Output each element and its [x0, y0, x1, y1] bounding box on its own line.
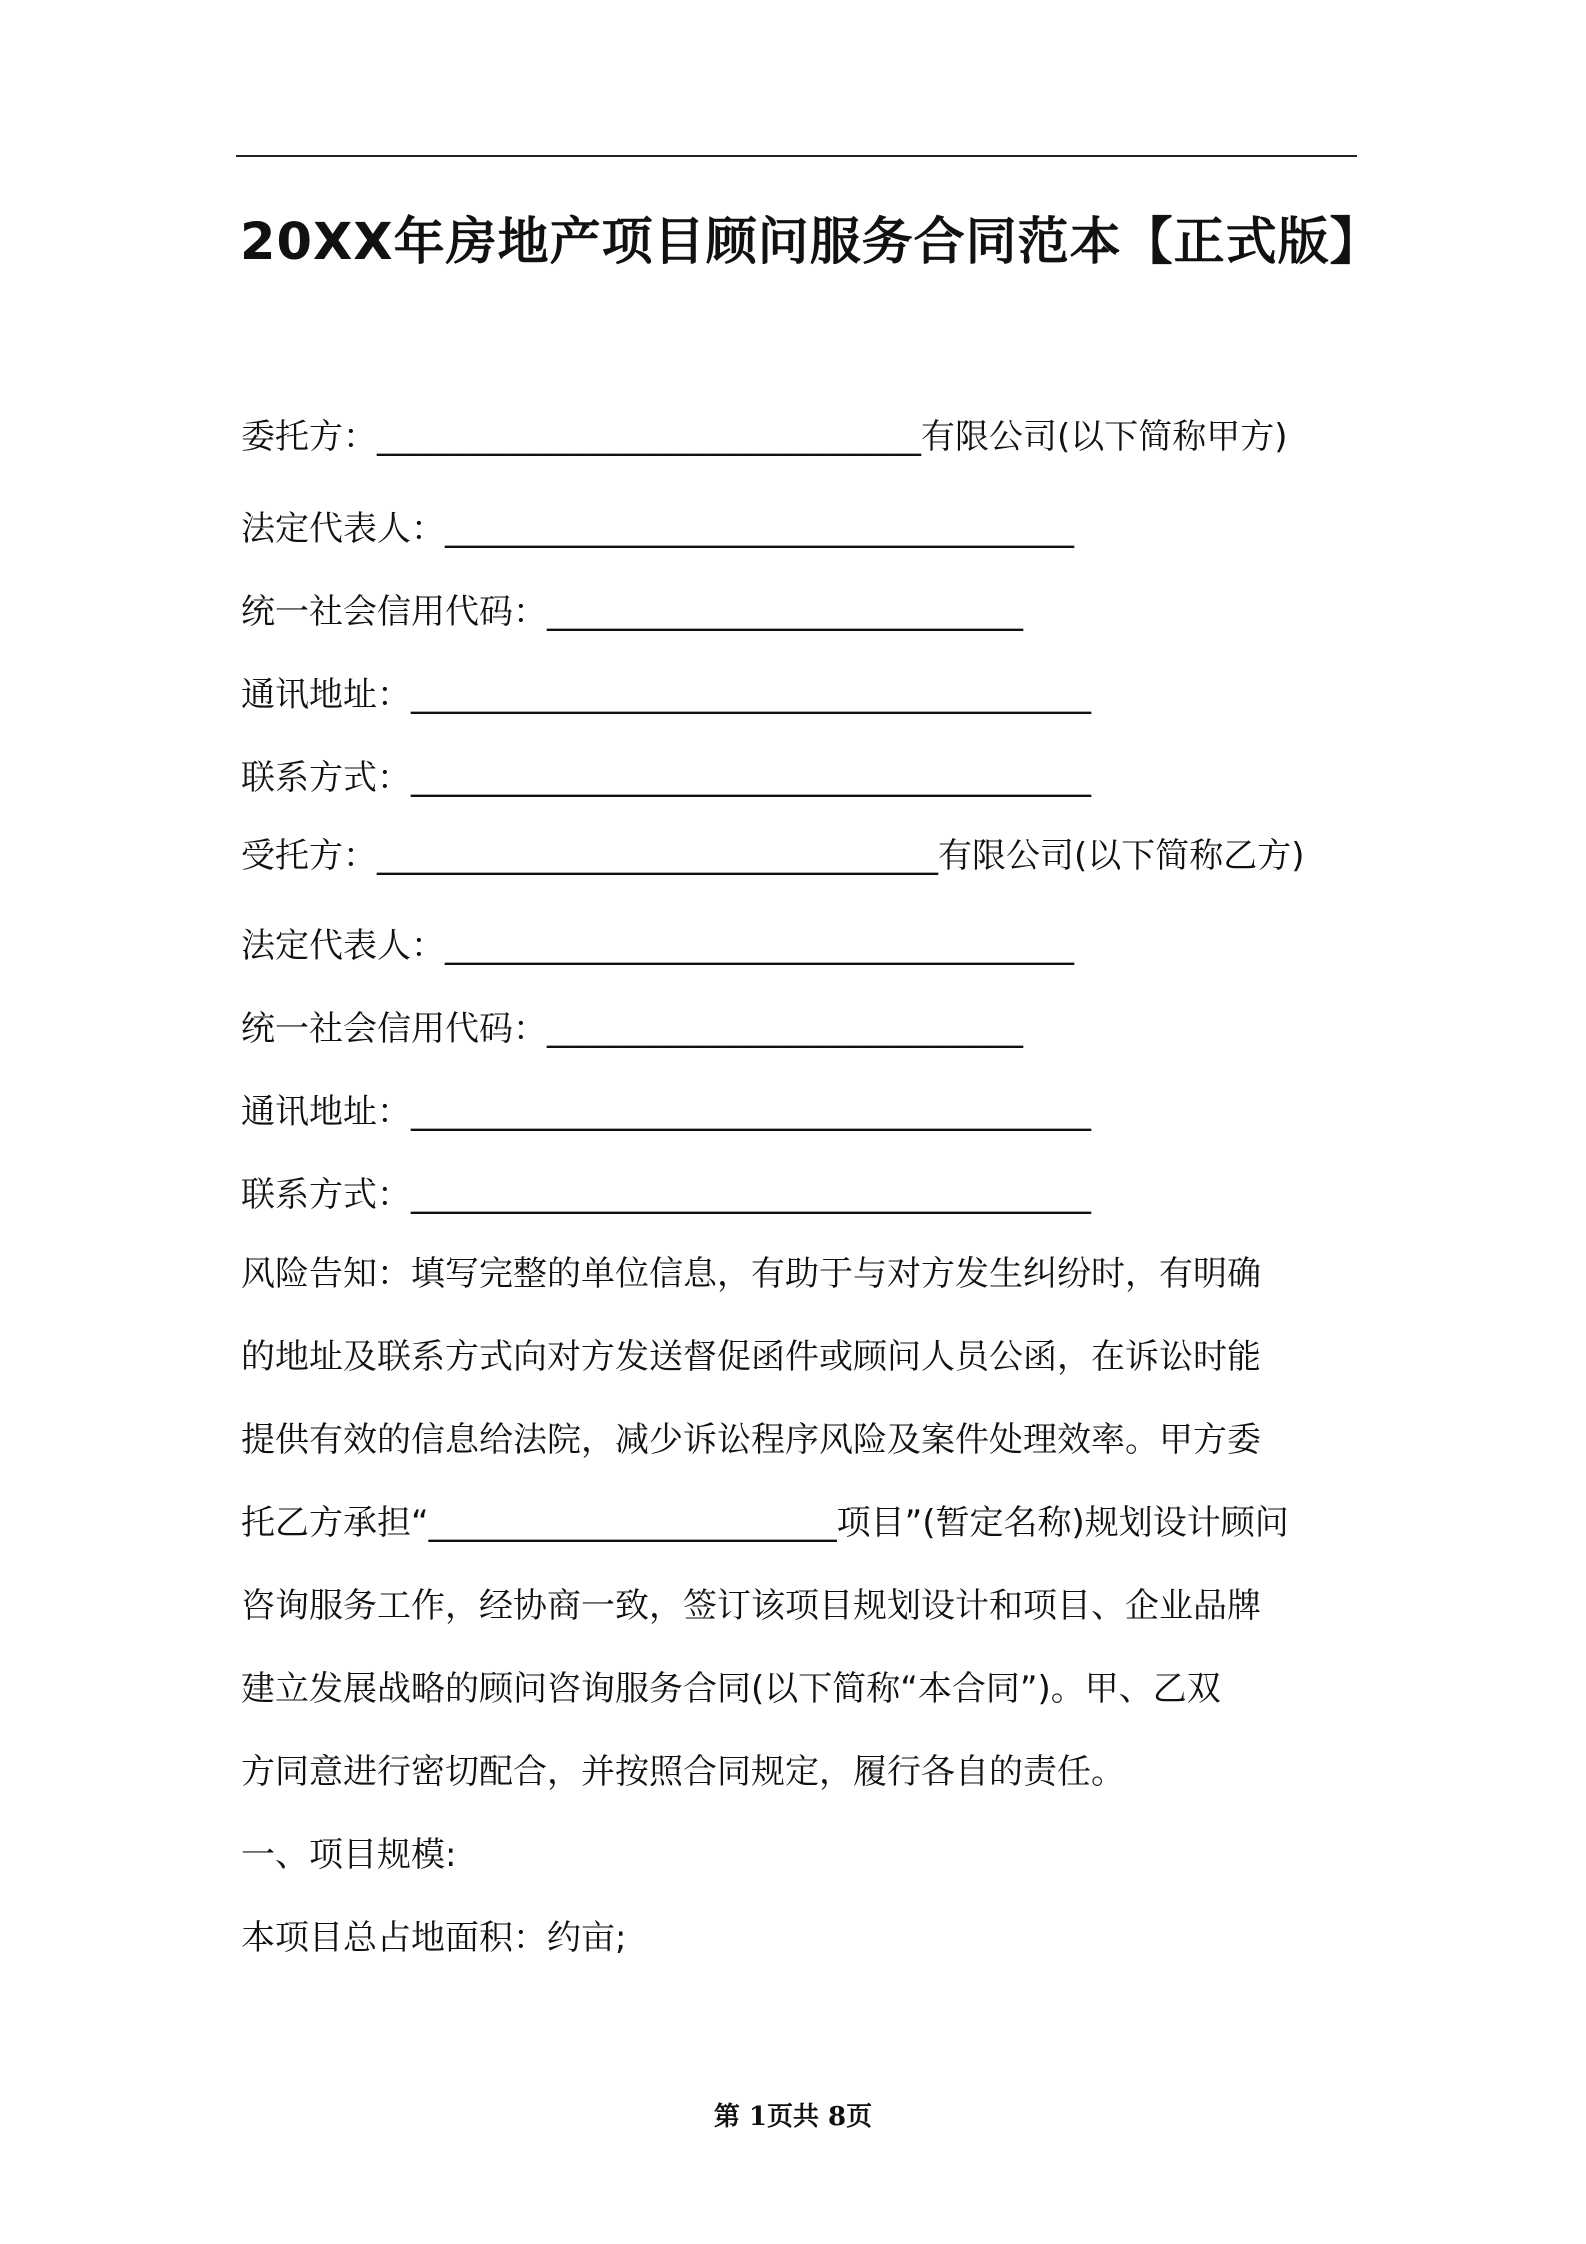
- project-area-line: 本项目总占地面积：约亩;: [241, 1918, 627, 1958]
- party-b-legal-representative: 法定代表人：_____________________________________: [241, 926, 1074, 966]
- document-title: 20XX年房地产项目顾问服务合同范本【正式版】: [240, 213, 1382, 272]
- risk-notice-line-7: 方同意进行密切配合，并按照合同规定，履行各自的责任。: [241, 1752, 1125, 1792]
- header-rule: [236, 155, 1357, 157]
- party-a-company: 委托方：________________________________有限公司(以下简称甲方): [241, 417, 1288, 457]
- risk-notice-line-5: 咨询服务工作，经协商一致，签订该项目规划设计和项目、企业品牌: [241, 1586, 1261, 1626]
- party-a-legal-representative: 法定代表人：_____________________________________: [241, 509, 1074, 549]
- risk-notice-line-3: 提供有效的信息给法院，减少诉讼程序风险及案件处理效率。甲方委: [241, 1420, 1261, 1460]
- party-a-credit-code: 统一社会信用代码：____________________________: [241, 592, 1023, 632]
- party-a-address: 通讯地址：________________________________________: [241, 675, 1091, 715]
- risk-notice-line-4: 托乙方承担“________________________项目”(暂定名称)规划设计顾问: [241, 1503, 1289, 1543]
- section-heading-project-scale: 一、项目规模:: [241, 1835, 457, 1875]
- party-a-contact: 联系方式：________________________________________: [241, 758, 1091, 798]
- page-number: 第 1页共 8页: [713, 2102, 873, 2132]
- risk-notice-line-1: 风险告知：填写完整的单位信息，有助于与对方发生纠纷时，有明确: [241, 1254, 1261, 1294]
- risk-notice-line-2: 的地址及联系方式向对方发送督促函件或顾问人员公函，在诉讼时能: [241, 1337, 1261, 1377]
- party-b-address: 通讯地址：________________________________________: [241, 1092, 1091, 1132]
- party-b-contact: 联系方式：________________________________________: [241, 1175, 1091, 1215]
- party-b-company: 受托方：_________________________________有限公司(以下简称乙方): [241, 836, 1305, 876]
- risk-notice-line-6: 建立发展战略的顾问咨询服务合同(以下简称“本合同”)。甲、乙双: [241, 1669, 1221, 1709]
- party-b-credit-code: 统一社会信用代码：____________________________: [241, 1009, 1023, 1049]
